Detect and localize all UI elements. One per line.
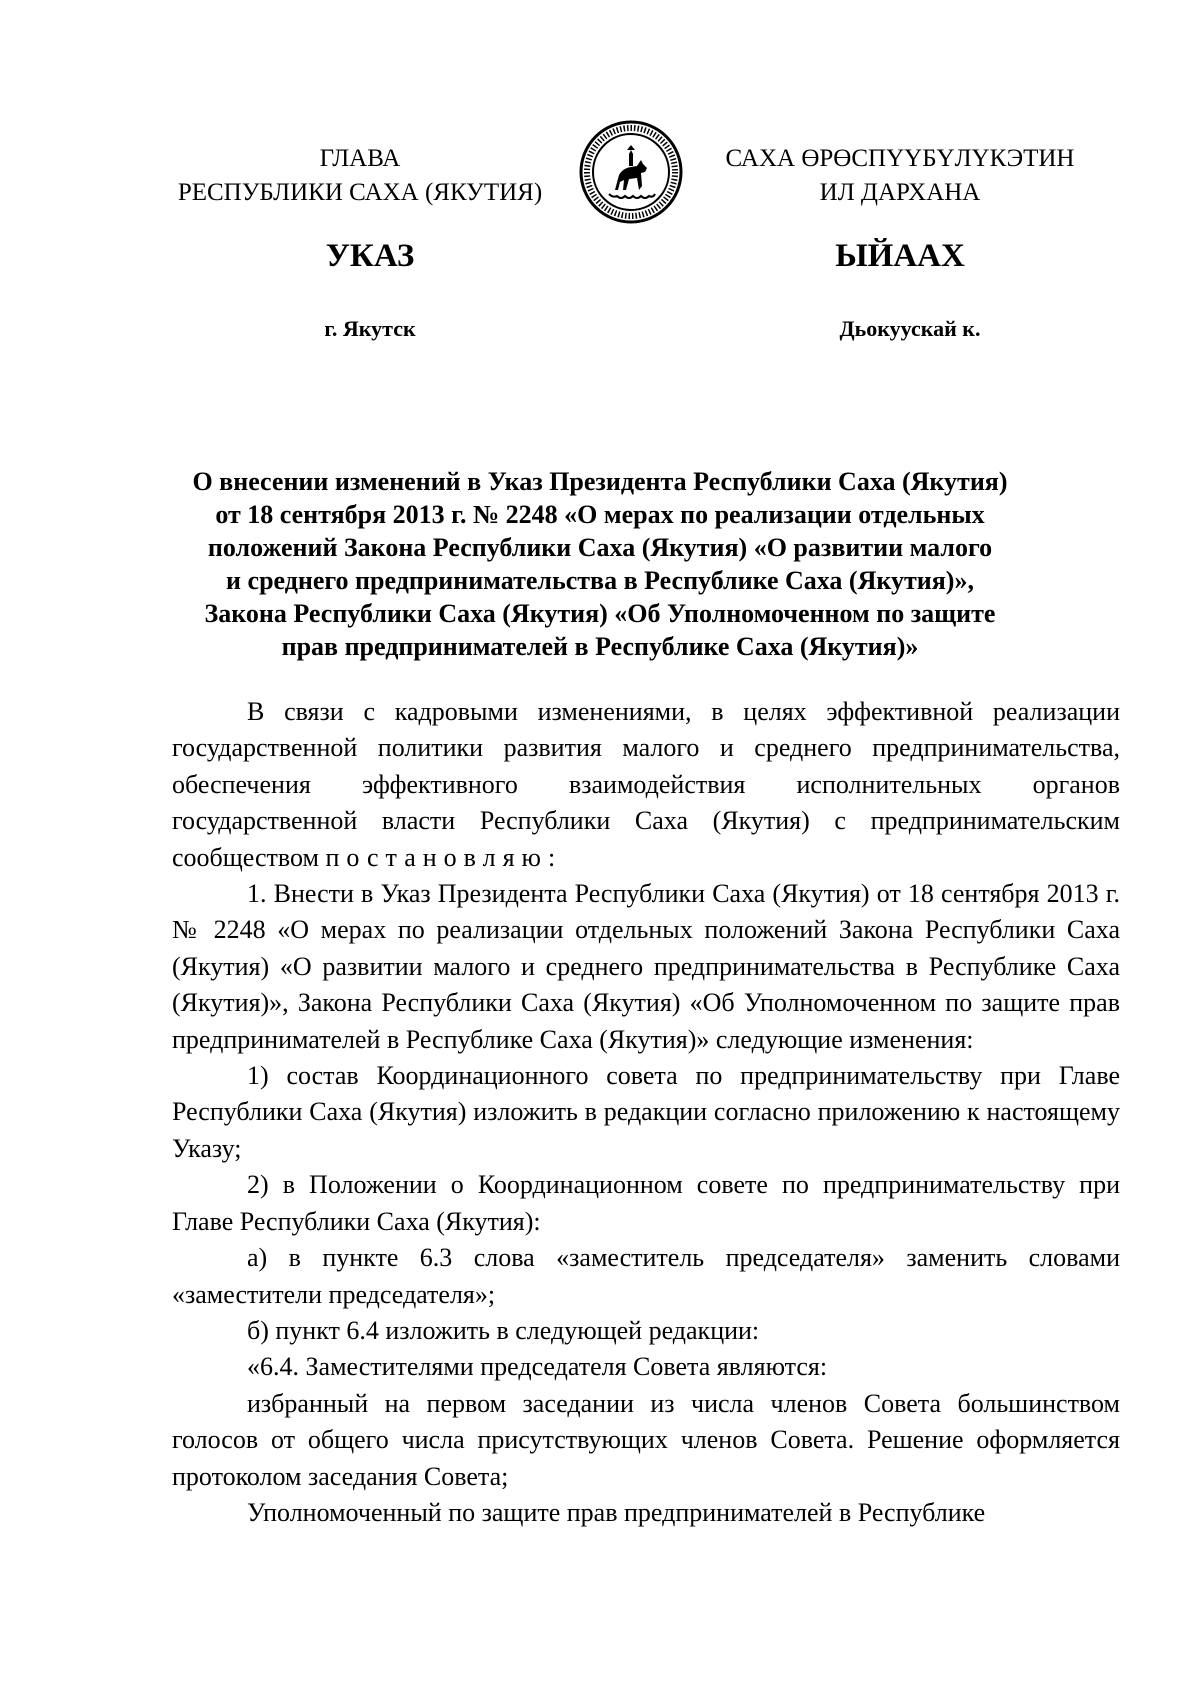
header-right [690, 142, 1110, 210]
preamble-text: В связи с кадровыми изменениями, в целях эффективной реализации государственной политики развития малого и среднего предпринимательства, обеспечения эффективного взаимодействия исполнительных органов государственной власти Республики Саха (Якутия) с предпринимательским сообществом [172, 697, 1120, 872]
document-body [172, 694, 1120, 1531]
header-left [150, 142, 570, 210]
place-sah: Дьокуускай к. [839, 316, 981, 341]
paragraph-ombudsman: Уполномоченный по защите прав предпринимателей в Республике [247, 1497, 986, 1527]
header-left-line1: ГЛАВА [319, 145, 401, 172]
title-line: Закона Республики Саха (Якутия) «Об Уполномоченном по защите [204, 599, 996, 628]
paragraph-elected-deputy: избранный на первом заседании из числа членов Совета большинством голосов от общего числа присутствующих членов Совета. Решение оформляется протоколом заседания Совета; [172, 1388, 1120, 1491]
paragraph-subitem-1: 1) состав Координационного совета по предпринимательству при Главе Республики Саха (Якутия) изложить в редакции согласно приложению к настоящему Указу; [172, 1061, 1120, 1163]
header-left-line2: РЕСПУБЛИКИ САХА (ЯКУТИЯ) [177, 179, 543, 206]
paragraph-subitem-b: б) пункт 6.4 изложить в следующей редакции: [247, 1315, 760, 1345]
title-line: О внесении изменений в Указ Президента Республики Саха (Якутия) [192, 467, 1008, 496]
title-line: прав предпринимателей в Республике Саха (Якутия)» [281, 632, 919, 661]
paragraph-subitem-a: а) в пункте 6.3 слова «заместитель председателя» заменить словами «заместители председателя»; [172, 1243, 1120, 1309]
title-line: от 18 сентября 2013 г. № 2248 «О мерах по реализации отдельных [215, 500, 985, 529]
coat-of-arms-icon [579, 120, 683, 224]
paragraph-preamble [172, 694, 1120, 876]
header-right-line1: САХА ӨРӨСПҮҮБҮЛҮКЭТИН [725, 145, 1075, 172]
header-right-line2: ИЛ ДАРХАНА [819, 179, 981, 206]
document-title [140, 465, 1060, 663]
doc-type-sah: ЫЙААХ [835, 238, 965, 274]
paragraph-quote-6-4: «6.4. Заместителями председателя Совета являются: [247, 1352, 828, 1382]
paragraph-subitem-2: 2) в Положении о Координационном совете по предпринимательству при Главе Республики Саха (Якутия): [172, 1170, 1120, 1236]
title-line: положений Закона Республики Саха (Якутия) «О развитии малого [207, 533, 993, 562]
paragraph-item-1: 1. Внести в Указ Президента Республики Саха (Якутия) от 18 сентября 2013 г. № 2248 «О мерах по реализации отдельных положений Закона Республики Саха (Якутия) «О развитии малого и среднего предпринимательства в Республике Саха (Якутия)», Закона Республики Саха (Якутия) «Об Уполномоченном по защите прав предпринимателей в Республике Саха (Якутия)» следующие изменения: [172, 879, 1120, 1054]
doc-type-ru: УКАЗ [325, 238, 415, 274]
title-line: и среднего предпринимательства в Республике Саха (Якутия)», [226, 566, 974, 595]
preamble-decree-word: постановляю: [325, 842, 563, 872]
place-ru: г. Якутск [324, 316, 416, 341]
